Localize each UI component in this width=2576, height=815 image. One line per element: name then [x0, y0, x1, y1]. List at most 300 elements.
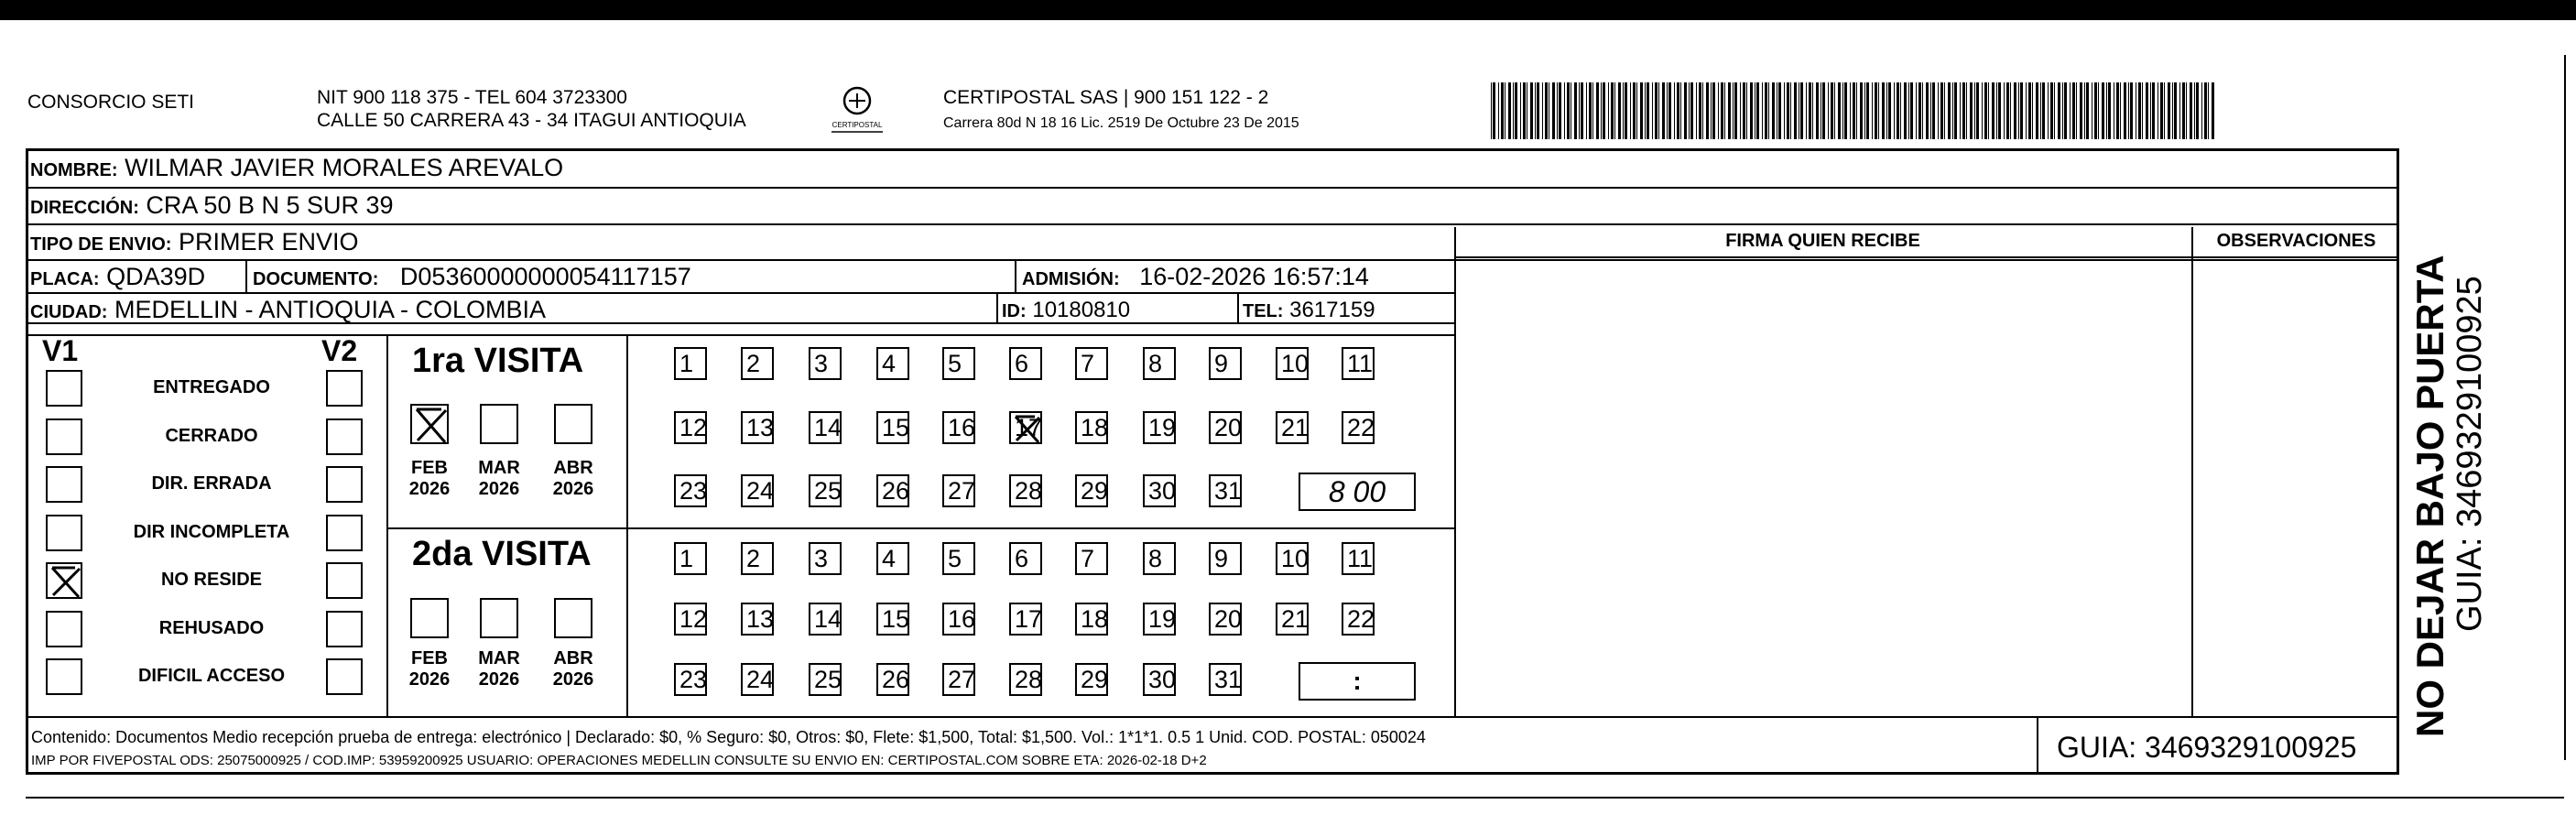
day-box[interactable]: 30 — [1143, 663, 1176, 696]
month-label — [476, 458, 522, 500]
day-box[interactable]: 12 — [674, 411, 707, 444]
barcode-bar — [1491, 82, 1492, 139]
barcode-bar — [2201, 82, 2202, 139]
barcode-bar — [2062, 82, 2063, 139]
barcode-bar — [1513, 82, 1514, 139]
day-box[interactable]: 8 — [1143, 347, 1176, 380]
barcode-bar — [1545, 82, 1548, 139]
day-box[interactable]: 28 — [1009, 474, 1042, 507]
barcode-bar — [1493, 82, 1495, 139]
day-box[interactable]: 4 — [876, 542, 909, 575]
barcode-bar — [1557, 82, 1558, 139]
barcode-bar — [1974, 82, 1975, 139]
day-box[interactable]: 1 — [674, 542, 707, 575]
barcode-bar — [1537, 82, 1539, 139]
barcode-bar — [2208, 82, 2209, 139]
barcode-bar — [2168, 82, 2170, 139]
barcode-bar — [1809, 82, 1811, 139]
footer-print-info: IMP POR FIVEPOSTAL ODS: 25075000925 / COD.IMP: 53959200925 USUARIO: OPERACIONES MEDELLIN CONSULTE SU ENVIO EN: CERTIPOSTAL.COM SOBRE ETA: 2026-02-18 D+2 — [31, 753, 1207, 768]
ciudad-label: CIUDAD: — [30, 302, 108, 322]
barcode-bar — [2040, 82, 2041, 139]
barcode-bar — [1520, 82, 1521, 139]
day-box[interactable]: 7 — [1075, 542, 1108, 575]
barcode-bar — [1816, 82, 1819, 139]
barcode-bar — [1996, 82, 1997, 139]
barcode-bar — [1904, 82, 1907, 139]
barcode-bar — [1696, 82, 1697, 139]
day-box[interactable]: 16 — [942, 603, 975, 636]
v2-checkbox[interactable] — [326, 562, 363, 599]
barcode-bar — [1834, 82, 1835, 139]
barcode-bar — [1886, 82, 1887, 139]
day-box[interactable]: 19 — [1143, 411, 1176, 444]
barcode-bar — [1856, 82, 1857, 139]
barcode-bar — [2048, 82, 2049, 139]
barcode-bar — [2150, 82, 2151, 139]
barcode-bar — [1976, 82, 1979, 139]
barcode-bar — [2172, 82, 2173, 139]
status-option-label: DIFICIL ACCESO — [137, 666, 285, 686]
barcode-bar — [2204, 82, 2207, 139]
barcode-bar — [1724, 82, 1725, 139]
barcode-bar — [2036, 82, 2038, 139]
direccion-value: CRA 50 B N 5 SUR 39 — [146, 191, 394, 219]
grid-line — [996, 294, 998, 322]
barcode-bar — [2160, 82, 2163, 139]
barcode-bar — [1897, 82, 1899, 139]
nombre-value: WILMAR JAVIER MORALES AREVALO — [125, 154, 564, 181]
barcode-bar — [1645, 82, 1646, 139]
day-box[interactable]: 5 — [942, 347, 975, 380]
day-box[interactable]: 29 — [1075, 474, 1108, 507]
day-box[interactable]: 10 — [1276, 347, 1309, 380]
status-option-label: ENTREGADO — [153, 377, 270, 397]
barcode-bar — [1910, 82, 1913, 139]
day-box[interactable]: 4 — [876, 347, 909, 380]
day-box[interactable]: 2 — [741, 542, 774, 575]
tipo-envio-row — [30, 227, 359, 259]
day-box[interactable]: 11 — [1342, 542, 1375, 575]
barcode-bar — [2120, 82, 2121, 139]
day-box[interactable]: 12 — [674, 603, 707, 636]
grid-line — [2037, 716, 2038, 775]
barcode-bar — [1718, 82, 1719, 139]
barcode-bar — [1853, 82, 1855, 139]
barcode-bar — [1680, 82, 1681, 139]
status-option-label: NO RESIDE — [160, 570, 263, 590]
day-box[interactable]: 1 — [674, 347, 707, 380]
barcode-bar — [1674, 82, 1675, 139]
month-checkbox[interactable] — [554, 598, 592, 638]
barcode-bar — [1712, 82, 1715, 139]
barcode-bar — [1888, 82, 1891, 139]
barcode-bar — [1850, 82, 1851, 139]
v2-label: V2 — [321, 334, 358, 367]
month-name: ABR — [553, 648, 593, 668]
barcode-bar — [2006, 82, 2009, 139]
observaciones-heading: OBSERVACIONES — [2216, 231, 2376, 251]
barcode-bar — [2094, 82, 2097, 139]
day-box[interactable]: 27 — [942, 474, 975, 507]
day-box[interactable]: 11 — [1342, 347, 1375, 380]
barcode-bar — [1970, 82, 1973, 139]
second-visit-title: 2da VISITA — [412, 535, 592, 573]
barcode-bar — [1721, 82, 1723, 139]
v1-checkbox[interactable] — [46, 466, 82, 503]
barcode-bar — [2196, 82, 2199, 139]
documento-value: D05360000000054117157 — [399, 263, 691, 290]
v1-checkbox[interactable] — [46, 515, 82, 551]
barcode-bar — [1828, 82, 1829, 139]
barcode-bar — [1800, 82, 1803, 139]
barcode-bar — [1940, 82, 1943, 139]
grid-line — [26, 187, 2399, 189]
admision-row — [1022, 262, 1369, 294]
grid-line — [626, 334, 628, 716]
day-box[interactable]: 18 — [1075, 411, 1108, 444]
license-line: Carrera 80d N 18 16 Lic. 2519 De Octubre 23 De 2015 — [943, 115, 1299, 131]
barcode-bar — [2086, 82, 2089, 139]
barcode-bar — [1992, 82, 1994, 139]
day-box[interactable]: 17 — [1009, 411, 1042, 444]
barcode-bar — [1658, 82, 1659, 139]
day-box[interactable]: 30 — [1143, 474, 1176, 507]
status-option-label: DIR. ERRADA — [151, 473, 272, 494]
barcode-bar — [1743, 82, 1745, 139]
barcode-bar — [1948, 82, 1951, 139]
barcode-bar — [1954, 82, 1957, 139]
ciudad-row — [30, 295, 546, 327]
top-edge-bar — [0, 0, 2576, 20]
day-box[interactable]: 29 — [1075, 663, 1108, 696]
day-box[interactable]: 27 — [942, 663, 975, 696]
day-box[interactable]: 13 — [741, 603, 774, 636]
nit-line: NIT 900 118 375 - TEL 604 3723300 — [317, 87, 627, 108]
barcode-bar — [2179, 82, 2180, 139]
direccion-row — [30, 190, 394, 223]
barcode-bar — [2032, 82, 2033, 139]
day-box[interactable]: 26 — [876, 663, 909, 696]
tipo-envio-label: TIPO DE ENVIO: — [30, 234, 172, 255]
barcode-bar — [1822, 82, 1825, 139]
barcode-bar — [1918, 82, 1921, 139]
tel-row — [1243, 298, 1375, 323]
id-value: 10180810 — [1032, 298, 1131, 322]
v1-checkbox[interactable] — [46, 562, 82, 599]
barcode-bar — [1952, 82, 1953, 139]
barcode-bar — [1734, 82, 1737, 139]
barcode-bar — [1930, 82, 1931, 139]
day-box[interactable]: 13 — [741, 411, 774, 444]
v1-checkbox[interactable] — [46, 658, 82, 695]
barcode-bar — [1508, 82, 1511, 139]
day-box[interactable]: 14 — [809, 411, 842, 444]
ciudad-value: MEDELLIN - ANTIOQUIA - COLOMBIA — [114, 296, 547, 323]
signature-area[interactable] — [1456, 258, 2190, 714]
barcode-bar — [1806, 82, 1807, 139]
day-box[interactable]: 22 — [1342, 411, 1375, 444]
v1-label: V1 — [42, 334, 79, 367]
barcode-bar — [2124, 82, 2126, 139]
barcode-bar — [1667, 82, 1668, 139]
barcode-bar — [1530, 82, 1533, 139]
barcode-bar — [2004, 82, 2005, 139]
barcode-bar — [2174, 82, 2177, 139]
day-box[interactable]: 3 — [809, 542, 842, 575]
footer-contents: Contenido: Documentos Medio recepción prueba de entrega: electrónico | Declarado: $0, % Seguro: $0, Otros: $0, Flete: $1,500, Total: $1,500. Vol.: 1*1*1. 0.5 1 Unid. COD. POSTAL: 050024 — [31, 728, 1426, 746]
direccion-label: DIRECCIÓN: — [30, 198, 139, 218]
barcode-bar — [1618, 82, 1621, 139]
firma-heading: FIRMA QUIEN RECIBE — [1725, 231, 1920, 251]
v1-checkbox[interactable] — [46, 370, 82, 407]
day-box[interactable]: 26 — [876, 474, 909, 507]
month-name: MAR — [478, 648, 520, 668]
month-checkbox[interactable] — [554, 404, 592, 444]
v2-checkbox[interactable] — [326, 466, 363, 503]
day-box[interactable]: 24 — [741, 474, 774, 507]
grid-line — [26, 223, 2399, 225]
placa-value: QDA39D — [106, 263, 206, 290]
barcode-bar — [2042, 82, 2045, 139]
barcode-bar — [1988, 82, 1989, 139]
barcode-bar — [1733, 82, 1734, 139]
barcode-bar — [2106, 82, 2107, 139]
day-box[interactable]: 5 — [942, 542, 975, 575]
barcode-bar — [1592, 82, 1593, 139]
barcode-bar — [1875, 82, 1877, 139]
barcode-bar — [1787, 82, 1789, 139]
day-box[interactable]: 23 — [674, 474, 707, 507]
barcode-bar — [2050, 82, 2053, 139]
barcode-bar — [2186, 82, 2187, 139]
x-check-mark — [1011, 413, 1044, 446]
day-box[interactable]: 7 — [1075, 347, 1108, 380]
day-box[interactable]: 15 — [876, 603, 909, 636]
day-box[interactable]: 15 — [876, 411, 909, 444]
month-year: 2026 — [408, 479, 451, 499]
month-label — [407, 648, 452, 690]
barcode-bar — [1581, 82, 1583, 139]
barcode-bar — [1684, 82, 1687, 139]
barcode-bar — [1794, 82, 1797, 139]
v1-checkbox[interactable] — [46, 418, 82, 455]
barcode-bar — [1706, 82, 1709, 139]
barcode-bar — [1790, 82, 1791, 139]
barcode-bar — [1614, 82, 1615, 139]
day-box[interactable]: 19 — [1143, 603, 1176, 636]
grid-line — [1015, 261, 1016, 292]
status-option-label: DIR INCOMPLETA — [133, 522, 290, 542]
barcode-bar — [1611, 82, 1614, 139]
first-visit-title: 1ra VISITA — [412, 342, 584, 380]
barcode-bar — [2108, 82, 2111, 139]
grid-line — [26, 716, 2399, 718]
barcode-bar — [1690, 82, 1693, 139]
v1-checkbox[interactable] — [46, 611, 82, 647]
day-box[interactable]: 22 — [1342, 603, 1375, 636]
day-box[interactable]: 25 — [809, 474, 842, 507]
barcode-bar — [1960, 82, 1961, 139]
barcode-bar — [1842, 82, 1843, 139]
barcode-bar — [1711, 82, 1712, 139]
barcode-bar — [1542, 82, 1543, 139]
v2-checkbox[interactable] — [326, 611, 363, 647]
company-name: CONSORCIO SETI — [27, 92, 195, 113]
barcode-bar — [1784, 82, 1785, 139]
barcode-bar — [1608, 82, 1609, 139]
barcode-bar — [1586, 82, 1587, 139]
barcode-bar — [1812, 82, 1813, 139]
barcode-bar — [1838, 82, 1841, 139]
day-box[interactable]: 21 — [1276, 603, 1309, 636]
day-box[interactable]: 20 — [1209, 411, 1242, 444]
barcode-bar — [1515, 82, 1517, 139]
month-year: 2026 — [478, 479, 520, 499]
day-box[interactable]: 24 — [741, 663, 774, 696]
barcode-bar — [1630, 82, 1631, 139]
barcode-bar — [1982, 82, 1983, 139]
day-box[interactable]: 2 — [741, 347, 774, 380]
month-label — [407, 458, 452, 500]
day-box[interactable]: 31 — [1209, 663, 1242, 696]
month-name: FEB — [411, 458, 448, 478]
barcode-bar — [2142, 82, 2143, 139]
barcode-bar — [1765, 82, 1767, 139]
observaciones-area[interactable] — [2193, 258, 2399, 714]
barcode-bar — [2080, 82, 2082, 139]
barcode-bar — [2014, 82, 2016, 139]
side-guia: GUIA: 3469329100925 — [2451, 276, 2489, 632]
barcode-bar — [1740, 82, 1741, 139]
barcode-bar — [2072, 82, 2075, 139]
barcode-bar — [1864, 82, 1865, 139]
barcode-bar — [1501, 82, 1504, 139]
day-box[interactable]: 18 — [1075, 603, 1108, 636]
nombre-row — [30, 153, 563, 185]
barcode-bar — [1984, 82, 1987, 139]
id-row — [1002, 298, 1130, 323]
barcode-bar — [1944, 82, 1945, 139]
barcode — [1491, 82, 2216, 139]
barcode-bar — [1567, 82, 1570, 139]
barcode-bar — [1662, 82, 1665, 139]
bottom-edge-line — [26, 797, 2564, 799]
barcode-bar — [2194, 82, 2195, 139]
barcode-bar — [1564, 82, 1565, 139]
barcode-bar — [1633, 82, 1636, 139]
month-checkbox[interactable] — [480, 404, 518, 444]
barcode-bar — [2054, 82, 2055, 139]
barcode-bar — [1894, 82, 1895, 139]
grid-line — [1237, 294, 1239, 322]
month-name: ABR — [553, 458, 593, 478]
day-box[interactable]: 23 — [674, 663, 707, 696]
day-box[interactable]: 8 — [1143, 542, 1176, 575]
barcode-bar — [1756, 82, 1759, 139]
barcode-bar — [1702, 82, 1703, 139]
month-year: 2026 — [552, 669, 594, 690]
documento-row — [253, 262, 691, 294]
month-checkbox[interactable] — [410, 404, 449, 444]
barcode-bar — [1916, 82, 1917, 139]
status-option-label: REHUSADO — [158, 618, 265, 638]
barcode-bar — [1668, 82, 1671, 139]
status-option-label: CERRADO — [165, 426, 258, 446]
day-box[interactable]: 16 — [942, 411, 975, 444]
barcode-bar — [2018, 82, 2019, 139]
placa-row — [30, 262, 205, 294]
barcode-bar — [1932, 82, 1935, 139]
v2-checkbox[interactable] — [326, 658, 363, 695]
day-box[interactable]: 25 — [809, 663, 842, 696]
barcode-bar — [1750, 82, 1753, 139]
barcode-bar — [1922, 82, 1923, 139]
barcode-bar — [1926, 82, 1929, 139]
grid-line — [245, 261, 247, 292]
v2-checkbox[interactable] — [326, 370, 363, 407]
barcode-bar — [2010, 82, 2011, 139]
day-box[interactable]: 9 — [1209, 542, 1242, 575]
barcode-bar — [1762, 82, 1763, 139]
month-checkbox[interactable] — [410, 598, 449, 638]
day-box[interactable]: 20 — [1209, 603, 1242, 636]
barcode-bar — [2076, 82, 2077, 139]
day-box[interactable]: 21 — [1276, 411, 1309, 444]
address-line: CALLE 50 CARRERA 43 - 34 ITAGUI ANTIOQUIA — [317, 110, 746, 131]
barcode-bar — [1998, 82, 2001, 139]
carrier-line: CERTIPOSTAL SAS | 900 151 122 - 2 — [943, 87, 1269, 108]
barcode-bar — [1498, 82, 1499, 139]
barcode-bar — [1655, 82, 1658, 139]
day-box[interactable]: 9 — [1209, 347, 1242, 380]
second-visit-time[interactable]: : — [1299, 662, 1416, 701]
day-box[interactable]: 6 — [1009, 542, 1042, 575]
barcode-bar — [2212, 82, 2214, 139]
day-box[interactable]: 10 — [1276, 542, 1309, 575]
barcode-bar — [1552, 82, 1555, 139]
barcode-bar — [1872, 82, 1873, 139]
v2-checkbox[interactable] — [326, 515, 363, 551]
month-label — [476, 648, 522, 690]
barcode-bar — [2064, 82, 2067, 139]
month-year: 2026 — [478, 669, 520, 690]
month-label — [550, 458, 596, 500]
day-box[interactable]: 31 — [1209, 474, 1242, 507]
month-year: 2026 — [408, 669, 451, 690]
tel-value: 3617159 — [1289, 298, 1375, 322]
barcode-bar — [2138, 82, 2141, 139]
v2-checkbox[interactable] — [326, 418, 363, 455]
barcode-bar — [1831, 82, 1833, 139]
side-warning: NO DEJAR BAJO PUERTA — [2408, 255, 2451, 737]
day-box[interactable]: 3 — [809, 347, 842, 380]
barcode-bar — [1860, 82, 1863, 139]
barcode-bar — [1652, 82, 1653, 139]
day-box[interactable]: 17 — [1009, 603, 1042, 636]
barcode-bar — [2152, 82, 2155, 139]
day-box[interactable]: 28 — [1009, 663, 1042, 696]
first-visit-time[interactable]: 8 00 — [1299, 473, 1416, 511]
grid-line — [386, 334, 388, 716]
barcode-bar — [1523, 82, 1526, 139]
barcode-bar — [2130, 82, 2133, 139]
barcode-bar — [2116, 82, 2119, 139]
day-box[interactable]: 14 — [809, 603, 842, 636]
day-box[interactable]: 6 — [1009, 347, 1042, 380]
documento-label: DOCUMENTO: — [253, 269, 379, 289]
barcode-bar — [2084, 82, 2085, 139]
month-checkbox[interactable] — [480, 598, 518, 638]
